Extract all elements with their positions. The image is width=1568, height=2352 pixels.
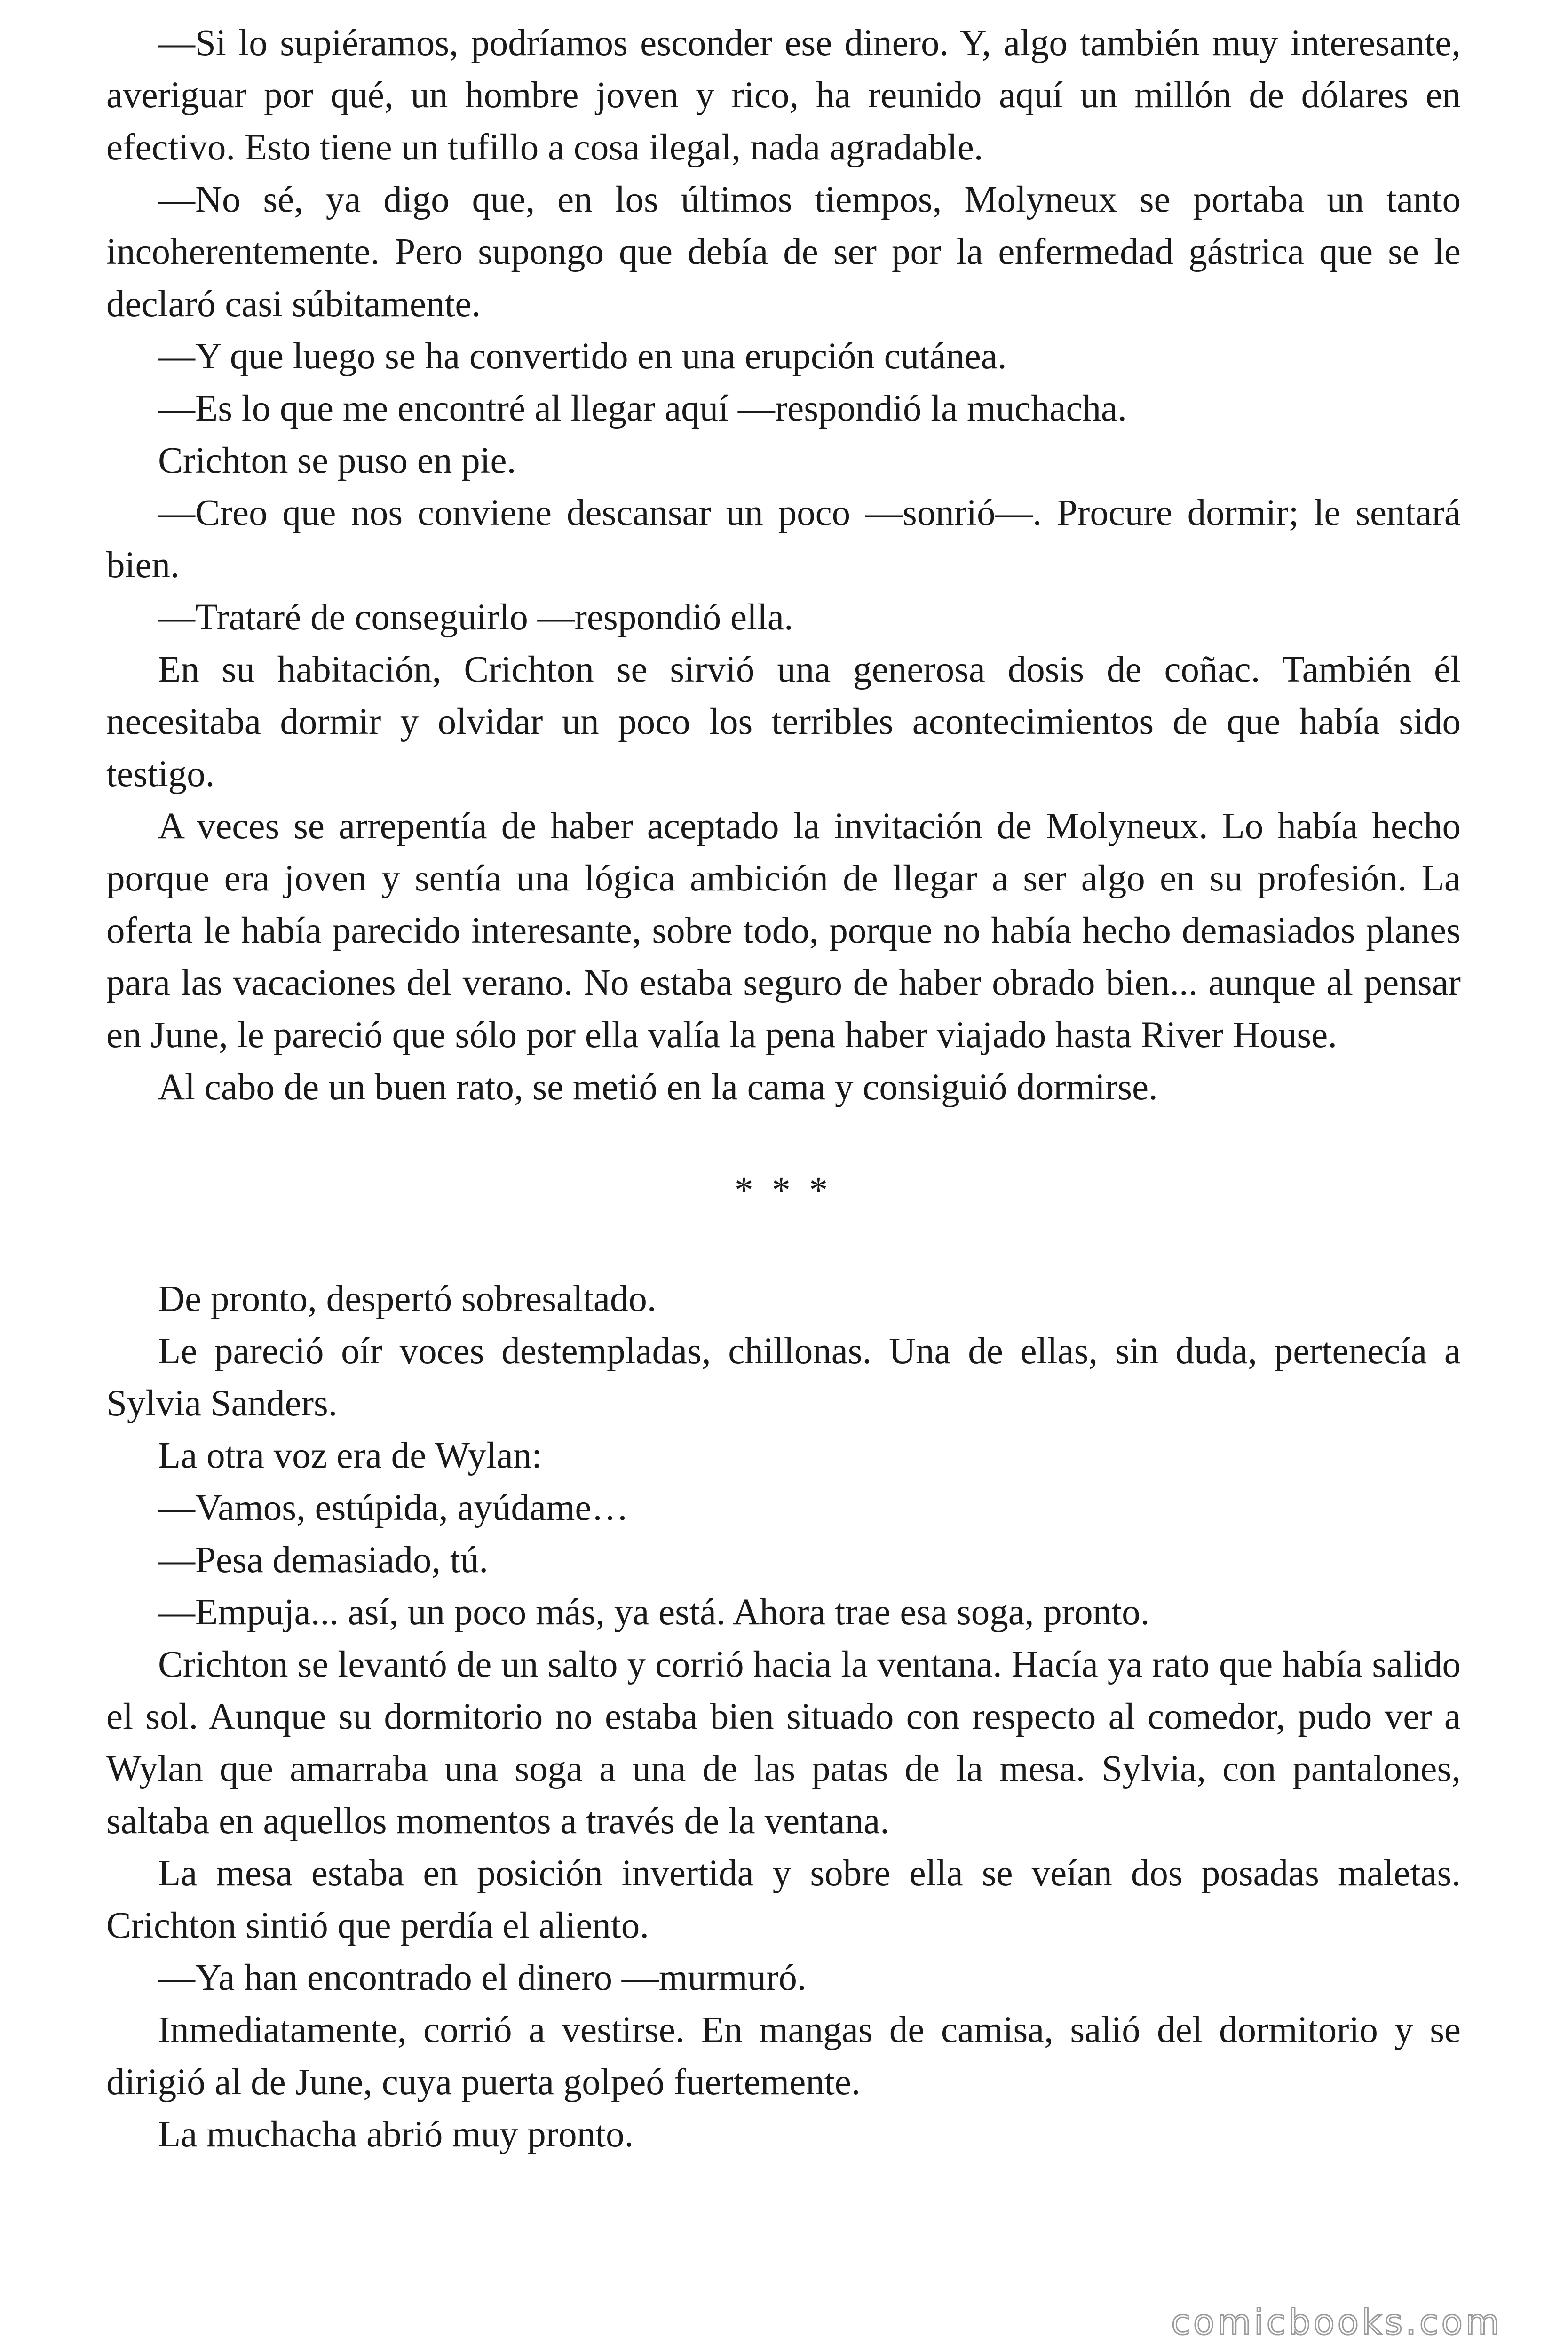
paragraph: De pronto, despertó sobresaltado. [158, 1279, 657, 1319]
paragraph: Al cabo de un buen rato, se metió en la cama y consiguió dormirse. [158, 1067, 1158, 1108]
paragraph: —Vamos, estúpida, ayúdame… [158, 1487, 629, 1528]
paragraph: Crichton se puso en pie. [158, 440, 516, 481]
paragraph: La muchacha abrió muy pronto. [158, 2114, 634, 2155]
paragraph: —No sé, ya digo que, en los últimos tiempos, Molyneux se portaba un tanto incoherentemente. Pero supongo que debía de ser por la enfermedad gástrica que se le declaró casi súbitamente. [106, 179, 1461, 325]
paragraph: —Ya han encontrado el dinero —murmuró. [158, 1957, 807, 1998]
paragraph: —Si lo supiéramos, podríamos esconder ese dinero. Y, algo también muy interesante, averiguar por qué, un hombre joven y rico, ha reunido aquí un millón de dólares en efectivo. Esto tiene un tufillo a cosa ilegal, nada agradable. [106, 23, 1461, 168]
paragraph: A veces se arrepentía de haber aceptado la invitación de Molyneux. Lo había hecho porque era joven y sentía una lógica ambición de llegar a ser algo en su profesión. La oferta le había parecido interesante, sobre todo, porque no había hecho demasiados planes para las vacaciones del verano. No estaba seguro de haber obrado bien... aunque al pensar en June, le pareció que sólo por ella valía la pena haber viajado hasta River House. [106, 806, 1461, 1056]
paragraph: La otra voz era de Wylan: [158, 1435, 542, 1476]
watermark: comicbooks.com [1171, 2302, 1502, 2343]
paragraph: —Y que luego se ha convertido en una erupción cutánea. [158, 336, 1007, 377]
paragraph: —Es lo que me encontré al llegar aquí —respondió la muchacha. [158, 388, 1127, 429]
paragraph: —Pesa demasiado, tú. [158, 1540, 489, 1581]
section-separator: * * * [735, 1170, 832, 1211]
paragraph: —Trataré de conseguirlo —respondió ella. [158, 597, 793, 638]
paragraph: La mesa estaba en posición invertida y sobre ella se veían dos posadas maletas. Crichton sintió que perdía el aliento. [106, 1853, 1461, 1946]
paragraph: Inmediatamente, corrió a vestirse. En mangas de camisa, salió del dormitorio y se dirigió al de June, cuya puerta golpeó fuertemente. [106, 2010, 1461, 2103]
paragraph: —Empuja... así, un poco más, ya está. Ahora trae esa soga, pronto. [158, 1592, 1150, 1633]
paragraph: —Creo que nos conviene descansar un poco —sonrió—. Procure dormir; le sentará bien. [106, 493, 1461, 586]
paragraph: Crichton se levantó de un salto y corrió hacia la ventana. Hacía ya rato que había salido el sol. Aunque su dormitorio no estaba bien situado con respecto al comedor, pudo ver a Wylan que amarraba una soga a una de las patas de la mesa. Sylvia, con pantalones, saltaba en aquellos momentos a través de la ventana. [106, 1644, 1461, 1842]
paragraph: Le pareció oír voces destempladas, chillonas. Una de ellas, sin duda, pertenecía a Sylvia Sanders. [106, 1331, 1461, 1424]
paragraph: En su habitación, Crichton se sirvió una generosa dosis de coñac. También él necesitaba dormir y olvidar un poco los terribles acontecimientos de que había sido testigo. [106, 649, 1461, 795]
page-body [106, 17, 1461, 2161]
